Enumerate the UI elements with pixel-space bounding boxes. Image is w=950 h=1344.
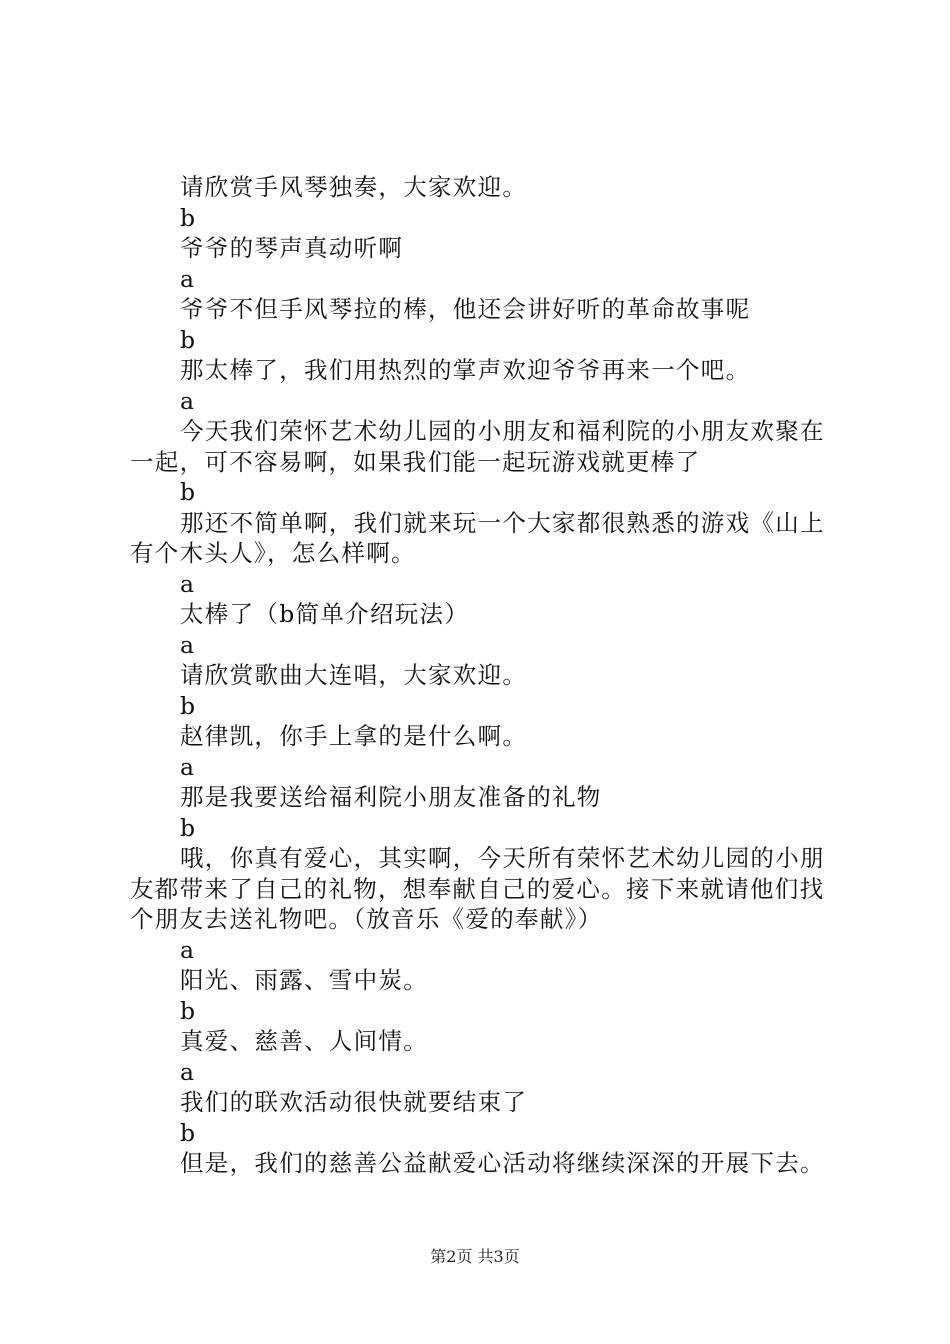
speaker-marker: b bbox=[180, 325, 196, 354]
dialog-line: 我们的联欢活动很快就要结束了 bbox=[180, 1088, 528, 1116]
speaker-marker: a bbox=[180, 1057, 195, 1086]
dialog-line: 太棒了（b简单介绍玩法） bbox=[180, 600, 470, 628]
dialog-line: 那太棒了，我们用热烈的掌声欢迎爷爷再来一个吧。 bbox=[180, 356, 751, 384]
speaker-marker: b bbox=[180, 691, 196, 720]
speaker-marker: b bbox=[180, 203, 196, 232]
dialog-paragraph: 哦，你真有爱心，其实啊，今天所有荣怀艺术幼儿园的小朋友都带来了自己的礼物，想奉献自己的爱心。接下来就请他们找个朋友去送礼物吧。（放音乐《爱的奉献》） bbox=[130, 844, 825, 933]
speaker-marker: a bbox=[180, 386, 195, 415]
speaker-marker: a bbox=[180, 264, 195, 293]
dialog-paragraph: 今天我们荣怀艺术幼儿园的小朋友和福利院的小朋友欢聚在一起，可不容易啊，如果我们能一起玩游戏就更棒了 bbox=[130, 417, 825, 476]
dialog-paragraph: 那还不简单啊，我们就来玩一个大家都很熟悉的游戏《山上有个木头人》，怎么样啊。 bbox=[130, 508, 825, 567]
speaker-marker: b bbox=[180, 813, 196, 842]
speaker-marker: a bbox=[180, 630, 195, 659]
dialog-line: 那是我要送给福利院小朋友准备的礼物 bbox=[180, 783, 602, 811]
dialog-line: 真爱、慈善、人间情。 bbox=[180, 1027, 428, 1055]
speaker-marker: b bbox=[180, 478, 196, 506]
speaker-marker: a bbox=[180, 752, 195, 781]
dialog-line: 但是，我们的慈善公益献爱心活动将继续深深的开展下去。 bbox=[180, 1149, 825, 1177]
dialog-line: 请欣赏手风琴独奏，大家欢迎。 bbox=[180, 173, 528, 201]
speaker-marker: b bbox=[180, 996, 196, 1025]
dialog-line: 爷爷不但手风琴拉的棒，他还会讲好听的革命故事呢 bbox=[180, 295, 751, 323]
document-body bbox=[130, 172, 842, 1179]
speaker-marker: a bbox=[180, 935, 195, 964]
speaker-marker: b bbox=[180, 1118, 196, 1147]
dialog-line: 赵律凯，你手上拿的是什么啊。 bbox=[180, 722, 528, 750]
dialog-line: 爷爷的琴声真动听啊 bbox=[180, 234, 404, 262]
dialog-line: 阳光、雨露、雪中炭。 bbox=[180, 966, 428, 994]
page-footer: 第2页 共3页 bbox=[430, 1247, 520, 1266]
speaker-marker: a bbox=[180, 569, 195, 598]
dialog-line: 请欣赏歌曲大连唱，大家欢迎。 bbox=[180, 661, 528, 689]
